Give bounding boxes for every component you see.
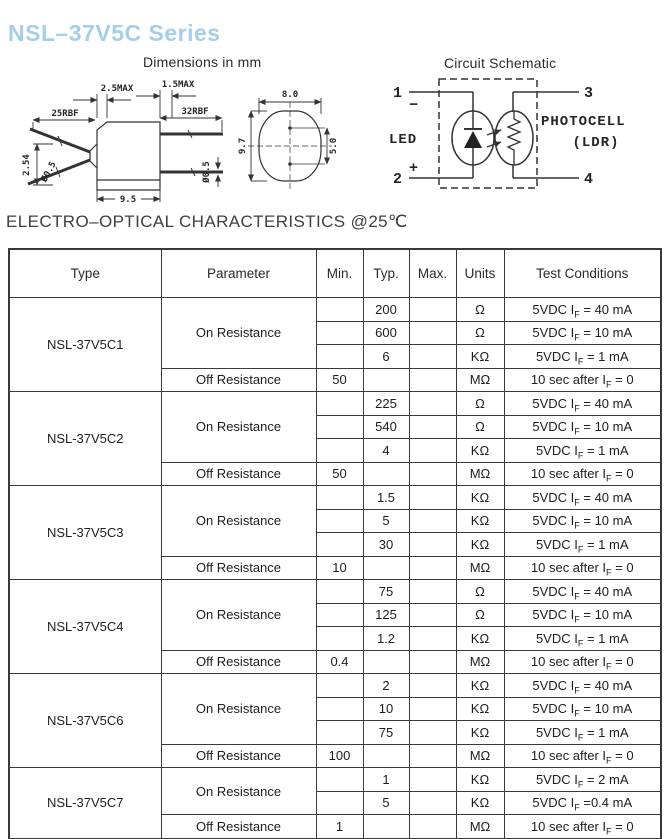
min-cell	[316, 439, 363, 463]
col-header-min: Min.	[316, 249, 363, 298]
col-header-typ: Typ.	[363, 249, 409, 298]
typ-cell: 225	[363, 392, 409, 416]
ldr-label: (LDR)	[572, 135, 620, 151]
typ-cell	[363, 815, 409, 839]
typ-cell: 600	[363, 321, 409, 345]
type-cell: NSL-37V5C7	[9, 768, 161, 839]
test-conditions-cell: 10 sec after $I_F = 0$	[504, 650, 661, 674]
typ-cell	[363, 650, 409, 674]
pin-1-label: 1	[392, 85, 403, 102]
typ-cell: 75	[363, 721, 409, 745]
units-cell: MΩ	[456, 556, 504, 580]
units-cell: Ω	[456, 392, 504, 416]
min-cell	[316, 509, 363, 533]
max-cell	[409, 627, 456, 651]
col-header-type: Type	[9, 249, 161, 298]
min-cell	[316, 674, 363, 698]
dim-end-width: 8.0	[281, 90, 299, 100]
parameter-off-cell: Off Resistance	[161, 556, 316, 580]
test-conditions-cell: 5VDC $I_F = 2$ mA	[504, 768, 661, 792]
dim-pin-spacing: 5.0	[329, 137, 339, 155]
max-cell	[409, 556, 456, 580]
max-cell	[409, 415, 456, 439]
typ-cell: 6	[363, 345, 409, 369]
typ-cell: 4	[363, 439, 409, 463]
parameter-off-cell: Off Resistance	[161, 815, 316, 839]
test-conditions-cell: 5VDC $I_F = 1$ mA	[504, 721, 661, 745]
units-cell: KΩ	[456, 439, 504, 463]
led-symbol	[452, 111, 494, 165]
series-title: NSL–37V5C Series	[8, 20, 221, 46]
circuit-schematic-drawing	[383, 72, 668, 204]
min-cell: 10	[316, 556, 363, 580]
max-cell	[409, 439, 456, 463]
units-cell: KΩ	[456, 768, 504, 792]
test-conditions-cell: 5VDC $I_F =0.4$ mA	[504, 791, 661, 815]
pin-3-label: 3	[584, 85, 595, 102]
type-cell: NSL-37V5C6	[9, 674, 161, 768]
dim-right-lead-length: 32RBF	[181, 107, 209, 117]
units-cell: KΩ	[456, 509, 504, 533]
test-conditions-cell: 5VDC $I_F = 40$ mA	[504, 674, 661, 698]
typ-cell: 125	[363, 603, 409, 627]
max-cell	[409, 674, 456, 698]
test-conditions-cell: 5VDC $I_F = 40$ mA	[504, 298, 661, 322]
max-cell	[409, 744, 456, 768]
dim-end-height: 9.7	[238, 137, 248, 155]
dimensions-caption: Dimensions in mm	[143, 54, 262, 70]
max-cell	[409, 509, 456, 533]
units-cell: KΩ	[456, 486, 504, 510]
min-cell	[316, 580, 363, 604]
led-label: LED	[389, 132, 418, 148]
units-cell: KΩ	[456, 627, 504, 651]
min-cell	[316, 533, 363, 557]
dim-chamfer-width: 2.5MAX	[100, 84, 134, 94]
col-header-test-conditions: Test Conditions	[504, 249, 661, 298]
max-cell	[409, 486, 456, 510]
table-row	[9, 298, 661, 322]
table-row	[9, 486, 661, 510]
units-cell: Ω	[456, 298, 504, 322]
min-cell	[316, 721, 363, 745]
units-cell: KΩ	[456, 697, 504, 721]
min-cell	[316, 697, 363, 721]
table-header-row	[9, 249, 661, 298]
type-cell: NSL-37V5C1	[9, 298, 161, 392]
plus-sign: +	[408, 160, 420, 177]
dim-body-length: 9.5	[119, 195, 137, 205]
typ-cell	[363, 368, 409, 392]
units-cell: KΩ	[456, 345, 504, 369]
photocell-symbol	[495, 111, 533, 165]
max-cell	[409, 392, 456, 416]
test-conditions-cell: 5VDC $I_F = 40$ mA	[504, 580, 661, 604]
min-cell	[316, 791, 363, 815]
dim-right-lead-diameter: Ø0.5	[202, 161, 212, 183]
min-cell: 1	[316, 815, 363, 839]
typ-cell	[363, 556, 409, 580]
test-conditions-cell: 5VDC $I_F = 1$ mA	[504, 439, 661, 463]
max-cell	[409, 721, 456, 745]
test-conditions-cell: 5VDC $I_F = 1$ mA	[504, 533, 661, 557]
test-conditions-cell: 10 sec after $I_F = 0$	[504, 556, 661, 580]
col-header-units: Units	[456, 249, 504, 298]
units-cell: Ω	[456, 415, 504, 439]
max-cell	[409, 298, 456, 322]
typ-cell: 2	[363, 674, 409, 698]
min-cell: 100	[316, 744, 363, 768]
min-cell	[316, 415, 363, 439]
units-cell: MΩ	[456, 368, 504, 392]
type-cell: NSL-37V5C4	[9, 580, 161, 674]
parameter-off-cell: Off Resistance	[161, 462, 316, 486]
test-conditions-cell: 10 sec after $I_F = 0$	[504, 815, 661, 839]
test-conditions-cell: 5VDC $I_F = 10$ mA	[504, 603, 661, 627]
schematic-caption: Circuit Schematic	[444, 55, 557, 71]
typ-cell: 30	[363, 533, 409, 557]
typ-cell: 1.5	[363, 486, 409, 510]
units-cell: KΩ	[456, 721, 504, 745]
schematic-labels	[389, 85, 626, 188]
max-cell	[409, 603, 456, 627]
max-cell	[409, 697, 456, 721]
dim-lead-pitch: 2.54	[22, 154, 32, 176]
min-cell	[316, 768, 363, 792]
pin-2-label: 2	[392, 171, 403, 188]
units-cell: MΩ	[456, 744, 504, 768]
section-heading: ELECTRO–OPTICAL CHARACTERISTICS @25℃	[6, 212, 408, 231]
typ-cell: 10	[363, 697, 409, 721]
max-cell	[409, 768, 456, 792]
dim-left-lead-diameter: Ø0.5	[39, 160, 59, 184]
test-conditions-cell: 5VDC $I_F = 10$ mA	[504, 415, 661, 439]
min-cell	[316, 627, 363, 651]
table-row	[9, 674, 661, 698]
pin-4-label: 4	[584, 171, 595, 188]
type-cell: NSL-37V5C2	[9, 392, 161, 486]
dim-lead-exit: 1.5MAX	[161, 80, 195, 90]
parameter-off-cell: Off Resistance	[161, 368, 316, 392]
table-row	[9, 768, 661, 792]
typ-cell: 1.2	[363, 627, 409, 651]
min-cell: 50	[316, 462, 363, 486]
parameter-on-cell: On Resistance	[161, 580, 316, 651]
dim-left-lead-length: 25RBF	[51, 109, 79, 119]
units-cell: KΩ	[456, 533, 504, 557]
table-row	[9, 580, 661, 604]
units-cell: Ω	[456, 580, 504, 604]
characteristics-table	[8, 248, 662, 839]
max-cell	[409, 462, 456, 486]
minus-sign: −	[408, 97, 420, 114]
typ-cell	[363, 462, 409, 486]
units-cell: MΩ	[456, 650, 504, 674]
test-conditions-cell: 5VDC $I_F = 1$ mA	[504, 345, 661, 369]
max-cell	[409, 791, 456, 815]
units-cell: KΩ	[456, 674, 504, 698]
max-cell	[409, 345, 456, 369]
units-cell: Ω	[456, 321, 504, 345]
parameter-on-cell: On Resistance	[161, 486, 316, 557]
min-cell	[316, 486, 363, 510]
min-cell: 50	[316, 368, 363, 392]
min-cell	[316, 603, 363, 627]
test-conditions-cell: 10 sec after $I_F = 0$	[504, 744, 661, 768]
min-cell: 0.4	[316, 650, 363, 674]
typ-cell: 75	[363, 580, 409, 604]
units-cell: MΩ	[456, 815, 504, 839]
parameter-on-cell: On Resistance	[161, 392, 316, 463]
typ-cell: 1	[363, 768, 409, 792]
side-view-dimension-labels	[22, 80, 212, 205]
type-cell: NSL-37V5C3	[9, 486, 161, 580]
max-cell	[409, 815, 456, 839]
max-cell	[409, 533, 456, 557]
test-conditions-cell: 5VDC $I_F = 10$ mA	[504, 697, 661, 721]
test-conditions-cell: 5VDC $I_F = 10$ mA	[504, 509, 661, 533]
min-cell	[316, 321, 363, 345]
max-cell	[409, 368, 456, 392]
typ-cell: 540	[363, 415, 409, 439]
test-conditions-cell: 10 sec after $I_F = 0$	[504, 368, 661, 392]
units-cell: MΩ	[456, 462, 504, 486]
test-conditions-cell: 5VDC $I_F = 10$ mA	[504, 321, 661, 345]
table-row	[9, 392, 661, 416]
photocell-label: PHOTOCELL	[541, 114, 626, 130]
min-cell	[316, 392, 363, 416]
parameter-on-cell: On Resistance	[161, 674, 316, 745]
end-view-dimension-labels	[238, 90, 339, 154]
typ-cell: 200	[363, 298, 409, 322]
max-cell	[409, 580, 456, 604]
typ-cell: 5	[363, 509, 409, 533]
parameter-on-cell: On Resistance	[161, 768, 316, 815]
max-cell	[409, 650, 456, 674]
col-header-max: Max.	[409, 249, 456, 298]
min-cell	[316, 298, 363, 322]
parameter-off-cell: Off Resistance	[161, 650, 316, 674]
min-cell	[316, 345, 363, 369]
col-header-parameter: Parameter	[161, 249, 316, 298]
component-end-view	[248, 102, 332, 190]
test-conditions-cell: 10 sec after $I_F = 0$	[504, 462, 661, 486]
typ-cell: 5	[363, 791, 409, 815]
test-conditions-cell: 5VDC $I_F = 40$ mA	[504, 392, 661, 416]
units-cell: KΩ	[456, 791, 504, 815]
parameter-off-cell: Off Resistance	[161, 744, 316, 768]
dimensions-drawing	[5, 72, 360, 212]
test-conditions-cell: 5VDC $I_F = 1$ mA	[504, 627, 661, 651]
parameter-on-cell: On Resistance	[161, 298, 316, 369]
typ-cell	[363, 744, 409, 768]
max-cell	[409, 321, 456, 345]
component-side-view	[28, 122, 223, 190]
test-conditions-cell: 5VDC $I_F = 40$ mA	[504, 486, 661, 510]
units-cell: Ω	[456, 603, 504, 627]
